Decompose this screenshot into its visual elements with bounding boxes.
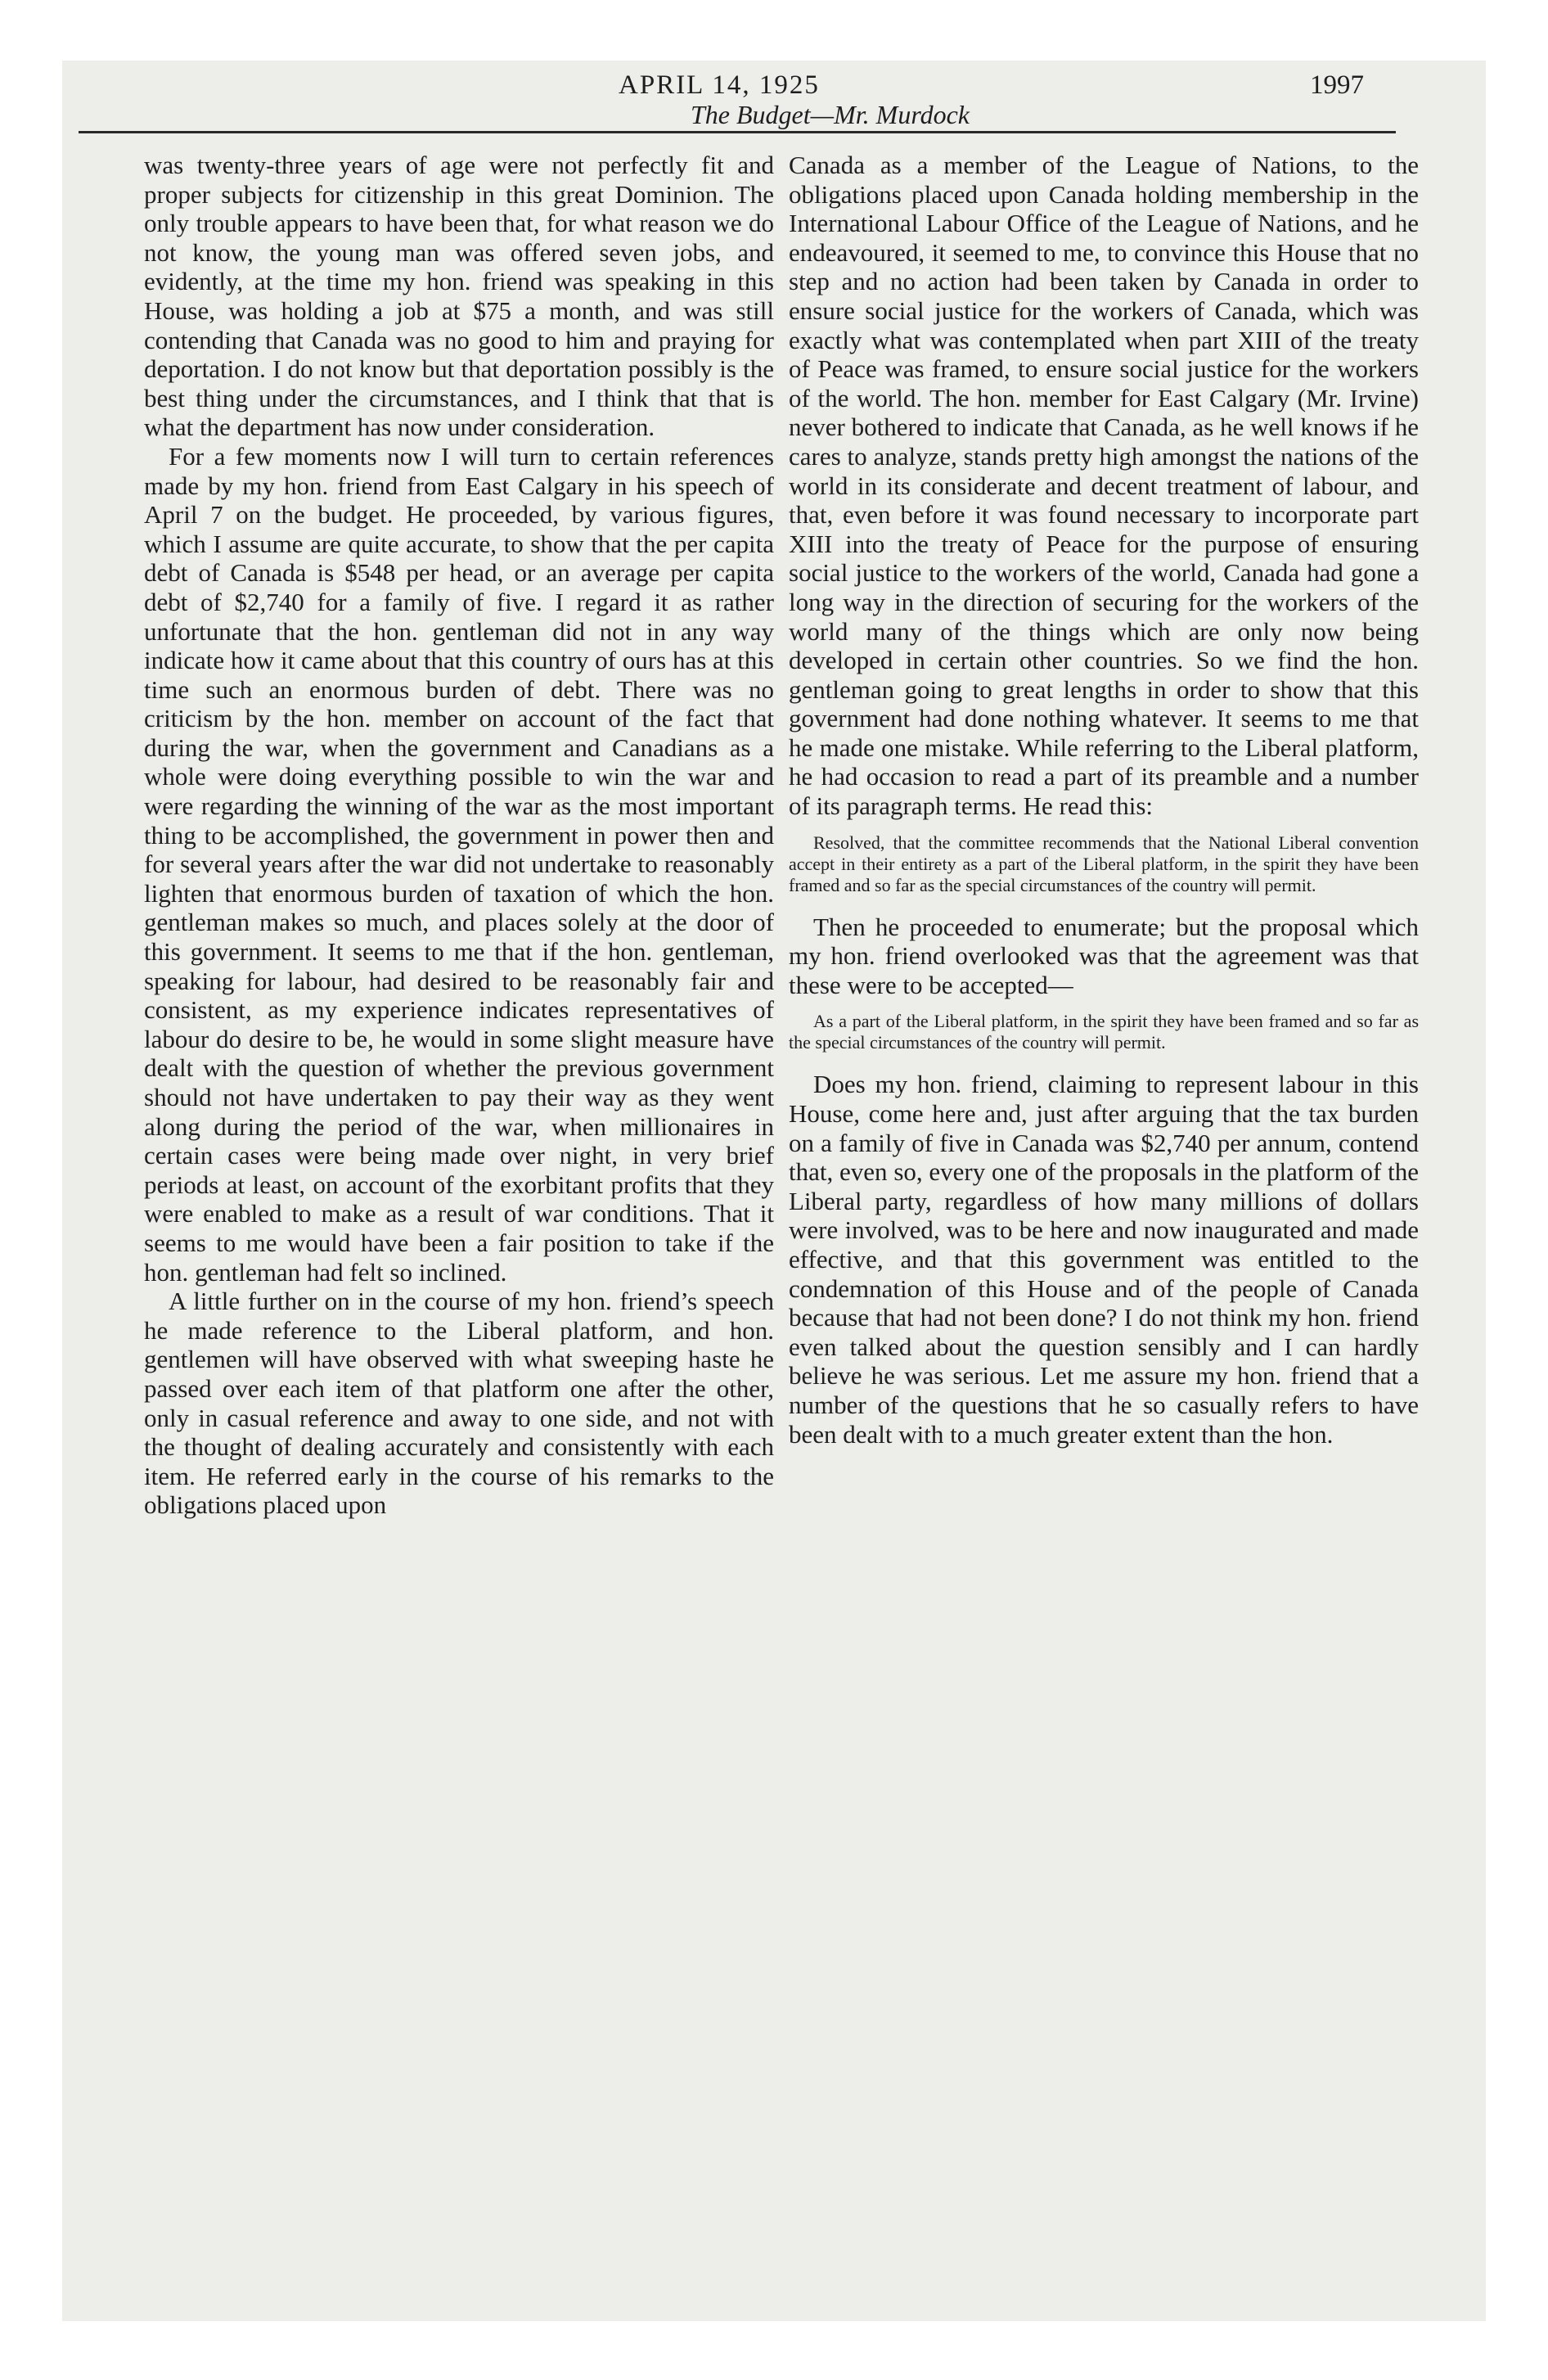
paragraph: For a few moments now I will turn to certain references made by my hon. friend from East Calgary in his speech of April 7 on the budget. He proceeded, by various figures, which I assume are quite accurate, to show that the per capita debt of Canada is $548 per head, or an average per capita debt of $2,740 for a family of five. I regard it as rather unfortunate that the hon. gentleman did not in any way indicate how it came about that this country of ours has at this time such an enormous burden of debt. There was no criticism by the hon. member on account of the fact that during the war, when the government and Canadians as a whole were doing everything possible to win the war and were regarding the winning of the war as the most important thing to be accomplished, the government in power then and for several years after the war did not undertake to reasonably lighten that enormous burden of taxation of which the hon. gentleman makes so much, and places solely at the door of this government. It seems to me that if the hon. gentleman, speaking for labour, had desired to be reasonably fair and consistent, as my experience indicates representatives of labour do desire to be, he would in some slight measure have dealt with the question of whether the previous government should not have undertaken to pay their way as they went along during the period of the war, when millionaires in certain cases were being made over night, in very brief periods at least, on account of the exorbitant profits that they were enabled to make as a result of war conditions. That it seems to me would have been a fair position to take if the hon. gentleman had felt so inclined. xyxy=(144,441,774,1287)
paragraph: A little further on in the course of my hon. friend’s speech he made reference to the Liberal platform, and hon. gentlemen will have observed with what sweeping haste he passed over each item of that platform one after the other, only in casual reference and away to one side, and not with the thought of dealing accurately and consistently with each item. He referred early in the course of his remarks to the obligations placed upon xyxy=(144,1287,774,1520)
left-column xyxy=(144,151,774,1520)
running-title: The Budget—Mr. Murdock xyxy=(691,100,970,129)
right-column xyxy=(789,151,1419,1449)
block-quote: As a part of the Liberal platform, in the spirit they have been framed and so far as the special circumstances of the country will permit. xyxy=(789,1011,1419,1053)
paragraph: was twenty-three years of age were not perfectly fit and proper subjects for citizenship in this great Dominion. The only trouble appears to have been that, for what reason we do not know, the young man was offered seven jobs, and evidently, at the time my hon. friend was speaking in this House, was holding a job at $75 a month, and was still contending that Canada was no good to him and praying for deportation. I do not know but that deportation possibly is the best thing under the circumstances, and I think that that is what the department has now under consideration. xyxy=(144,151,774,442)
page-date: APRIL 14, 1925 xyxy=(619,70,820,100)
paragraph: Canada as a member of the League of Nations, to the obligations placed upon Canada holding membership in the International Labour Office of the League of Nations, and he endeavoured, it seemed to me, to convince this House that no step and no action had been taken by Canada in order to ensure social justice for the workers of Canada, which was exactly what was contemplated when part XIII of the treaty of Peace was framed, to ensure social justice for the workers of the world. The hon. member for East Calgary (Mr. Irvine) never bothered to indicate that Canada, as he well knows if he cares to analyze, stands pretty high amongst the nations of the world in its considerate and decent treatment of labour, and that, even before it was found necessary to incorporate part XIII into the treaty of Peace for the purpose of ensuring social justice to the workers of the world, Canada had gone a long way in the direction of securing for the workers of the world many of the things which are only now being developed in certain other countries. So we find the hon. gentleman going to great lengths in order to show that this government had done nothing whatever. It seems to me that he made one mistake. While referring to the Liberal platform, he had occasion to read a part of its preamble and a number of its paragraph terms. He read this: xyxy=(789,151,1419,821)
paragraph: Then he proceeded to enumerate; but the proposal which my hon. friend overlooked was that the agreement was that these were to be accepted— xyxy=(789,912,1419,999)
block-quote: Resolved, that the committee recommends that the National Liberal convention accept in their entirety as a part of the Liberal platform, in the spirit they have been framed and so far as the special circumstances of the country will permit. xyxy=(789,832,1419,895)
page-number: 1997 xyxy=(1310,70,1364,100)
header-rule xyxy=(79,131,1396,133)
paragraph: Does my hon. friend, claiming to represent labour in this House, come here and, just after arguing that the tax burden on a family of five in Canada was $2,740 per annum, contend that, even so, every one of the proposals in the platform of the Liberal party, regardless of how many millions of dollars were involved, was to be here and now inaugurated and made effective, and that this government was entitled to the condemnation of this House and of the people of Canada because that had not been done? I do not think my hon. friend even talked about the question sensibly and I can hardly believe he was serious. Let me assure my hon. friend that a number of the questions that he so casually refers to have been dealt with to a much greater extent than the hon. xyxy=(789,1070,1419,1449)
